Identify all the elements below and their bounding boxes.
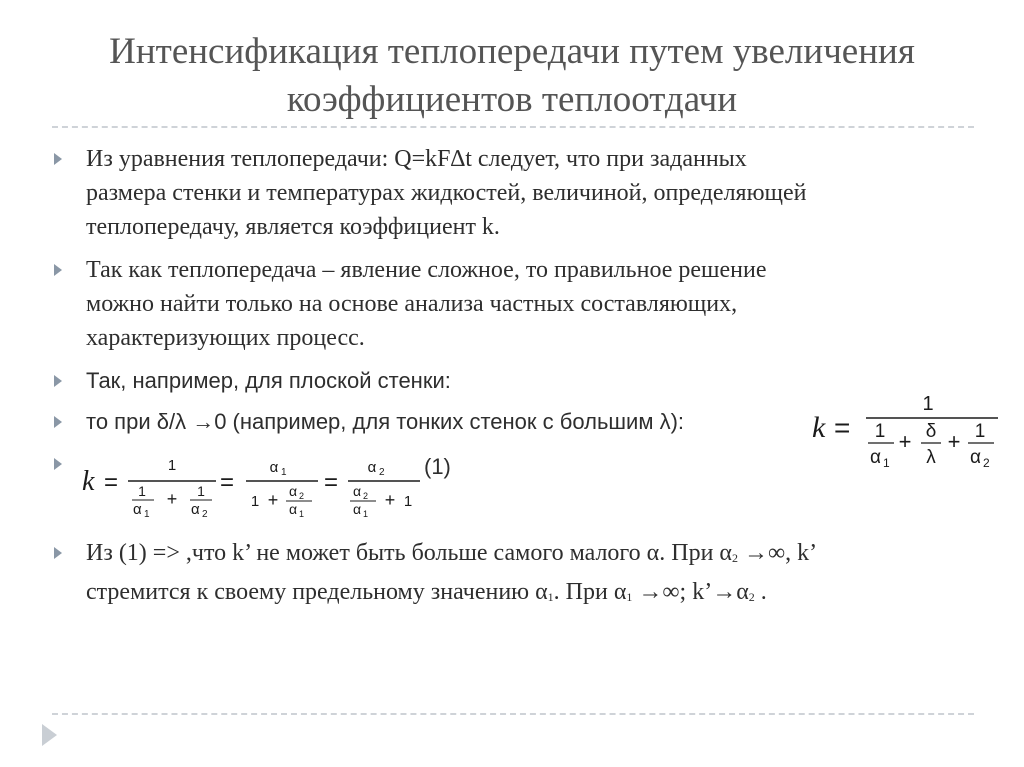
formula-symbol: k — [812, 411, 826, 444]
formula-symbol: 1 — [250, 493, 260, 510]
bullet-arrow-icon — [54, 416, 62, 428]
formula-symbol: 1 — [922, 393, 934, 415]
formula-symbol: α — [970, 447, 981, 468]
formula-symbol: δ — [925, 421, 937, 442]
subscript: 1 — [547, 590, 554, 604]
subscript: 1 — [626, 590, 633, 604]
slide-title-line-2: коэффициентов теплоотдачи — [286, 79, 738, 120]
text-run: Из (1) => ,что k’ не может быть больше самого малого α. При α — [86, 540, 732, 566]
formula-symbol: α — [269, 459, 279, 476]
text-run: . — [754, 579, 767, 605]
formula-symbol: = — [324, 469, 339, 496]
text-line: теплопередачу, является коэффициент k. — [86, 214, 500, 240]
formula-symbol: 1 — [197, 483, 205, 499]
bullet-arrow-icon — [54, 264, 62, 276]
formula-symbol: 2 — [299, 491, 305, 501]
text-run: →∞, k’ — [738, 540, 818, 566]
formula-symbol: 1 — [974, 421, 986, 442]
formula-symbol: 1 — [281, 467, 287, 478]
text-line: размера стенки и температурах жидкостей, величиной, определяющей — [86, 180, 807, 206]
formula-symbol: = — [104, 469, 119, 496]
formula-symbol: 1 — [883, 456, 890, 470]
slide-nav-arrow-icon[interactable] — [42, 724, 57, 746]
formula-symbol: + — [267, 490, 279, 510]
text-line: можно найти только на основе анализа частных составляющих, — [86, 291, 738, 317]
text-run: . При α — [553, 579, 627, 605]
formula-symbol: 1 — [167, 457, 177, 474]
formula-symbol: 1 — [874, 421, 886, 442]
formula-symbol: 1 — [299, 509, 305, 519]
formula-label: (1) — [424, 454, 451, 479]
formula-symbol: α — [870, 447, 881, 468]
formula-k-thin-wall — [80, 448, 425, 520]
formula-symbol: α — [133, 501, 142, 518]
formula-symbol: 2 — [983, 456, 990, 470]
formula-symbol: λ — [926, 447, 936, 468]
formula-k-general — [808, 392, 1004, 470]
slide-title — [40, 28, 984, 124]
formula-symbol: 1 — [144, 509, 150, 520]
footer-divider — [52, 713, 974, 715]
formula-symbol: = — [834, 412, 851, 443]
bullet-arrow-icon — [54, 547, 62, 559]
text-line — [86, 536, 817, 575]
paragraph-heat-transfer-equation — [86, 142, 807, 244]
formula-symbol: 1 — [138, 483, 146, 499]
formula-symbol: k — [82, 466, 95, 497]
bullet-arrow-icon — [54, 458, 62, 470]
paragraph-flat-wall: Так, например, для плоской стенки: — [86, 368, 451, 393]
bullet-arrow-icon — [54, 153, 62, 165]
subscript: 2 — [748, 590, 755, 604]
formula-symbol: α — [353, 501, 362, 517]
formula-symbol: 1 — [363, 509, 369, 519]
text-line: характеризующих процесс. — [86, 325, 365, 351]
paragraph-complex-phenomenon — [86, 253, 767, 355]
subscript: 2 — [732, 551, 738, 565]
bullet-arrow-icon — [54, 375, 62, 387]
formula-symbol: 1 — [403, 493, 413, 510]
formula-symbol: α — [367, 459, 377, 476]
formula-symbol: = — [220, 469, 235, 496]
formula-symbol: 2 — [379, 467, 385, 478]
text-line — [86, 575, 817, 614]
text-run: стремится к своему предельному значению α — [86, 579, 548, 605]
title-divider — [52, 126, 974, 128]
formula-symbol: α — [289, 483, 298, 499]
formula-symbol: + — [384, 490, 396, 510]
formula-symbol: + — [898, 429, 912, 454]
formula-symbol: + — [947, 429, 961, 454]
paragraph-thin-wall: то при δ/λ →0 (например, для тонких стенок с большим λ): — [86, 409, 685, 434]
formula-symbol: α — [353, 483, 362, 499]
text-line: Из уравнения теплопередачи: Q=kF∆t следует, что при заданных — [86, 146, 747, 172]
formula-symbol: 2 — [202, 509, 208, 520]
formula-symbol: + — [166, 489, 178, 509]
text-run: →∞; k’→α — [632, 579, 749, 605]
slide-title-line-1: Интенсификация теплопередачи путем увеличения — [109, 31, 915, 72]
formula-symbol: α — [289, 501, 298, 517]
formula-symbol: α — [191, 501, 200, 518]
formula-symbol: 2 — [363, 491, 369, 501]
paragraph-conclusion — [86, 536, 817, 614]
text-line: Так как теплопередача – явление сложное, то правильное решение — [86, 257, 767, 283]
